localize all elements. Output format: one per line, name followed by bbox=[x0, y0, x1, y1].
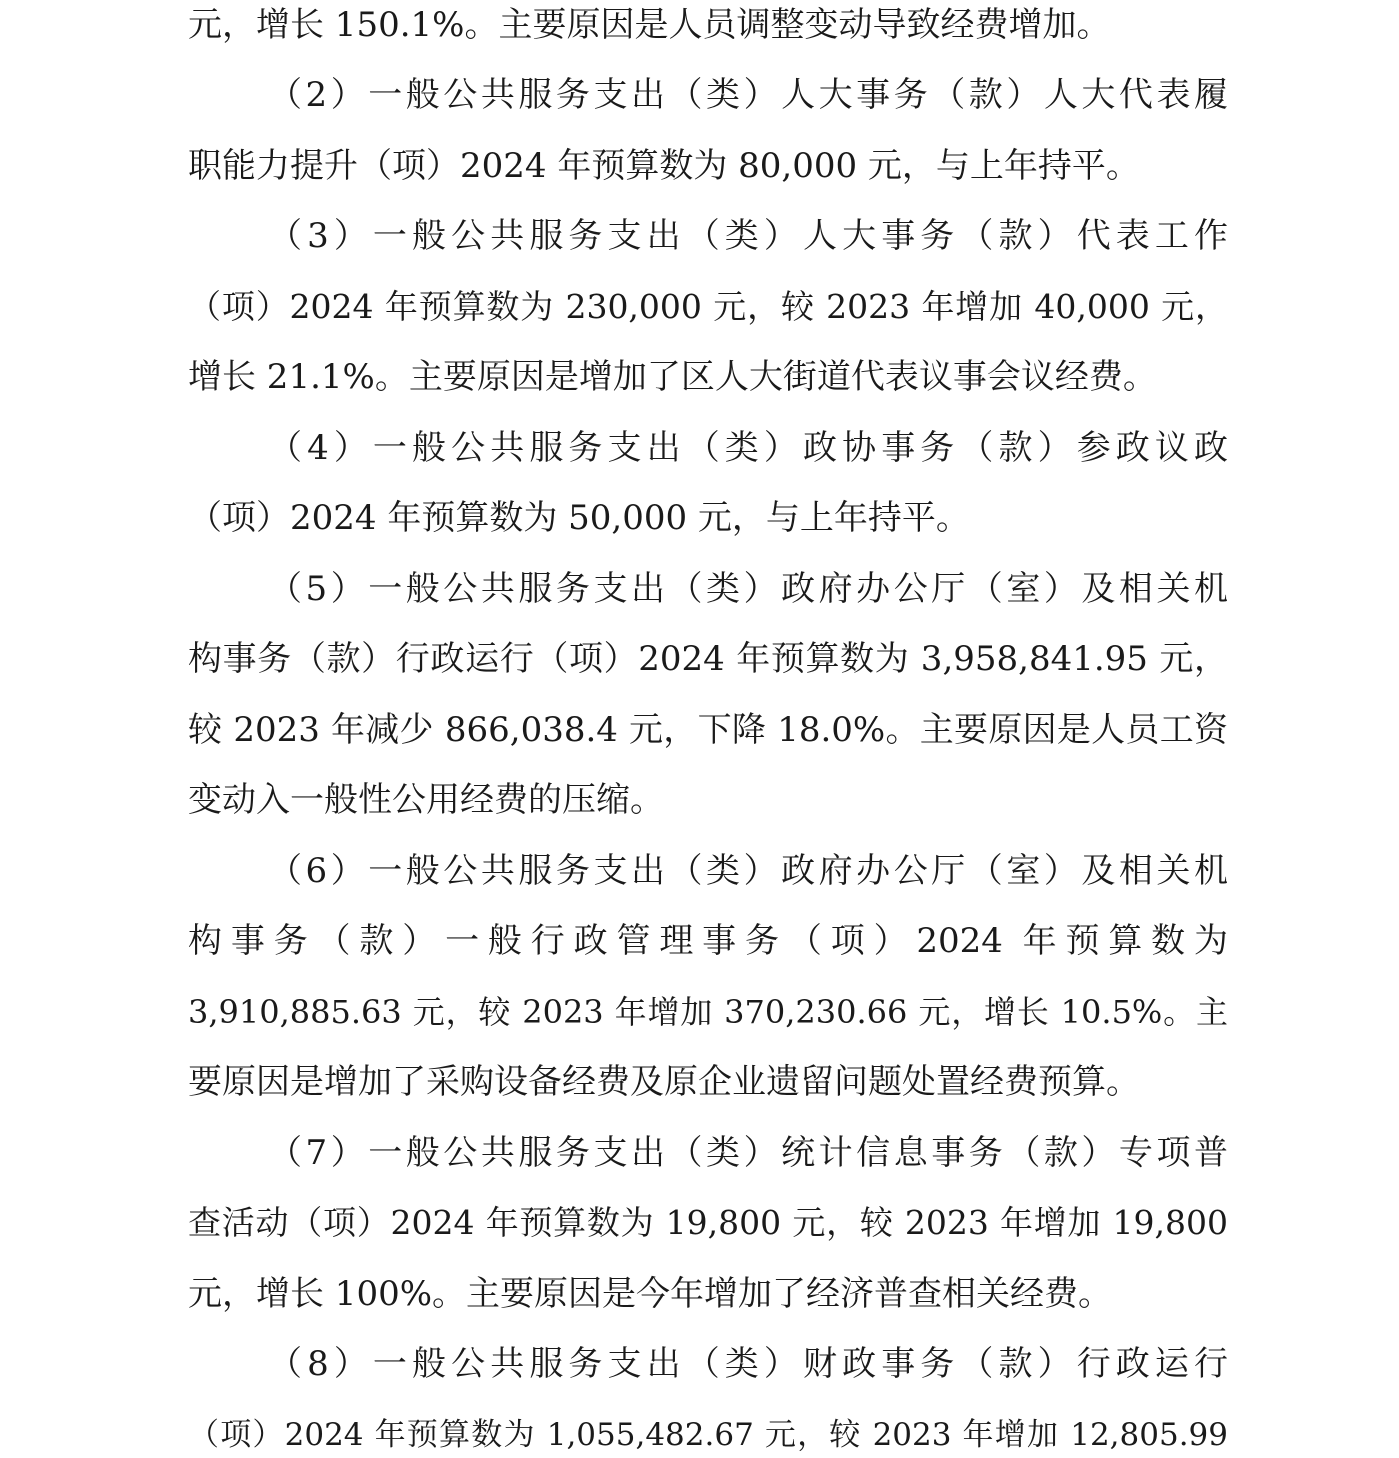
text-line: 职能力提升（项）2024 年预算数为 80,000 元，与上年持平。 bbox=[188, 146, 1140, 186]
text-line: 查活动（项）2024 年预算数为 19,800 元，较 2023 年增加 19,800 bbox=[188, 1203, 1228, 1242]
text-line: （2）一般公共服务支出（类）人大事务（款）人大代表履 bbox=[268, 75, 1228, 115]
text-line: （项）2024 年预算数为 1,055,482.67 元，较 2023 年增加 12,805.99 bbox=[188, 1417, 1228, 1453]
text-line: （4）一般公共服务支出（类）政协事务（款）参政议政 bbox=[268, 428, 1228, 468]
text-line: （7）一般公共服务支出（类）统计信息事务（款）专项普 bbox=[268, 1133, 1228, 1173]
document-page bbox=[188, 0, 1228, 1458]
text-line: （项）2024 年预算数为 230,000 元，较 2023 年增加 40,000 元， bbox=[188, 287, 1228, 326]
text-line: 较 2023 年减少 866,038.4 元，下降 18.0%。主要原因是人员工资 bbox=[188, 710, 1228, 750]
text-line: （6）一般公共服务支出（类）政府办公厅（室）及相关机 bbox=[268, 851, 1228, 891]
text-line: 构事务（款）行政运行（项）2024 年预算数为 3,958,841.95 元， bbox=[188, 639, 1228, 679]
text-line: 变动入一般性公用经费的压缩。 bbox=[188, 780, 664, 820]
text-line: 增长 21.1%。主要原因是增加了区人大街道代表议事会议经费。 bbox=[188, 357, 1157, 397]
text-line: 元，增长 150.1%。主要原因是人员调整变动导致经费增加。 bbox=[188, 5, 1111, 45]
text-line: （5）一般公共服务支出（类）政府办公厅（室）及相关机 bbox=[268, 569, 1228, 609]
text-line: 构事务（款）一般行政管理事务（项）2024 年预算数为 bbox=[188, 921, 1228, 961]
text-line: 要原因是增加了采购设备经费及原企业遗留问题处置经费预算。 bbox=[188, 1062, 1140, 1102]
text-line: 3,910,885.63 元，较 2023 年增加 370,230.66 元，增长 10.5%。主 bbox=[188, 993, 1228, 1031]
text-line: 元，增长 100%。主要原因是今年增加了经济普查相关经费。 bbox=[188, 1274, 1113, 1314]
text-line: （项）2024 年预算数为 50,000 元，与上年持平。 bbox=[188, 498, 970, 538]
text-line: （3）一般公共服务支出（类）人大事务（款）代表工作 bbox=[268, 216, 1228, 256]
text-line: （8）一般公共服务支出（类）财政事务（款）行政运行 bbox=[268, 1344, 1228, 1384]
